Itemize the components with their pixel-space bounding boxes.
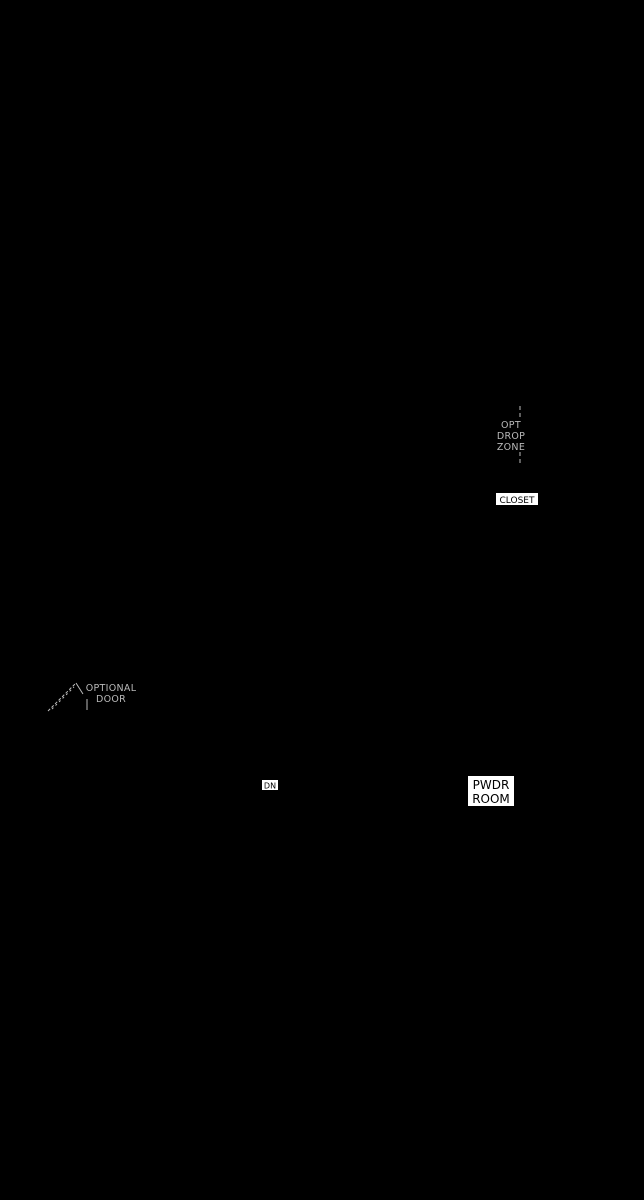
powder-room-label-line-1: PWDR: [472, 778, 510, 792]
powder-room-label-line-2: ROOM: [472, 792, 510, 806]
drop-zone-label-line-1: OPT: [501, 420, 521, 431]
closet-label: CLOSET: [499, 496, 535, 506]
stair-down-marker: [262, 780, 278, 791]
optional-door-label-line-1: OPTIONAL: [85, 683, 137, 694]
closet: [496, 493, 538, 506]
stair-dn-label: DN: [263, 781, 277, 791]
drop-zone-label-line-3: ZONE: [496, 442, 526, 453]
drop-zone-label-line-2: DROP: [496, 431, 526, 442]
optional-door-label-line-2: DOOR: [95, 694, 127, 705]
powder-room: [468, 776, 514, 806]
